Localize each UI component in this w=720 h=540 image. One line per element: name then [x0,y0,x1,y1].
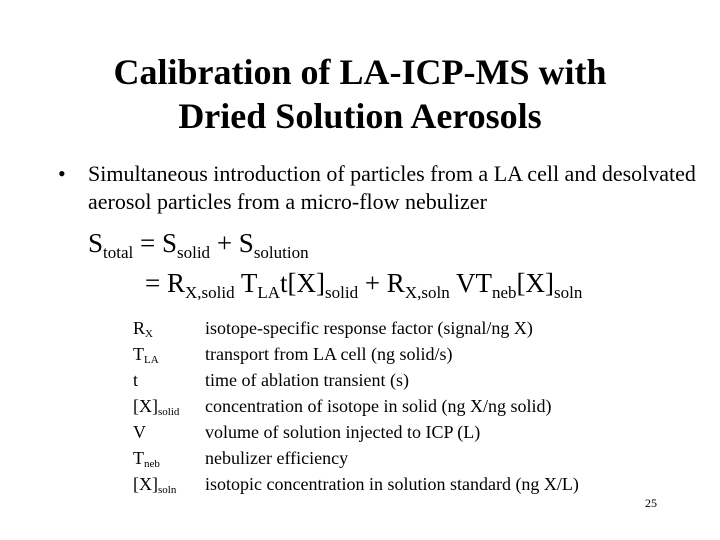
bullet-text: Simultaneous introduction of particles from a LA cell and desolvated aerosol particles from a micro-flow nebulizer [88,161,696,214]
definition-symbol [133,318,153,339]
definition-description: isotope-specific response factor (signal/ng X) [205,318,533,338]
equation-line-2-subscript: soln [554,283,583,302]
page-number: 25 [645,496,657,510]
equation-line-1-subscript: solution [253,243,309,262]
definition-description: isotopic concentration in solution standard (ng X/L) [205,474,579,494]
equation-line-2-subscript: X,solid [185,283,235,302]
definition-symbol-base: R [133,318,146,338]
definition-symbol [133,474,176,495]
definition-symbol-base: [X] [133,474,158,494]
definition-symbol-subscript: LA [144,354,159,366]
equation-line-2-term: + R [358,268,405,298]
definition-symbol [133,396,179,417]
equation-line-2-term: = R [145,268,185,298]
equation-line-2-subscript: LA [257,283,281,302]
equation-line-2-term: T [234,268,258,298]
definition-symbol-base: T [133,448,144,468]
equation-line-1-term: + S [210,228,254,258]
definition-symbol [133,422,146,443]
definition-symbol-subscript: neb [144,458,160,470]
equation-line-2-term: [X] [516,268,554,298]
equation-line-2-subscript: solid [325,283,359,302]
bullet-marker: • [58,161,66,186]
equation-line-2-term: VT [449,268,492,298]
definition-symbol [133,344,159,365]
definition-symbol-subscript: solid [158,406,180,418]
definition-symbol-base: [X] [133,396,158,416]
definition-symbol-base: V [133,422,146,442]
equation-line-1-term: = S [133,228,177,258]
equation-line-1 [88,228,309,262]
definition-description: nebulizer efficiency [205,448,349,468]
equation-line-2-subscript: X,soln [404,283,450,302]
definition-description: time of ablation transient (s) [205,370,409,390]
equation-line-2 [145,268,583,302]
slide-title-line-2: Dried Solution Aerosols [178,96,542,136]
definition-symbol-base: T [133,344,144,364]
definition-symbol-base: t [133,370,139,390]
slide-title-line-1: Calibration of LA-ICP-MS with [113,52,607,92]
equation-line-2-term: t[X] [280,268,326,298]
definition-symbol-subscript: X [145,328,153,340]
slide-title [0,50,720,138]
definition-description: volume of solution injected to ICP (L) [205,422,481,442]
equation-line-1-subscript: total [103,243,134,262]
definition-description: transport from LA cell (ng solid/s) [205,344,453,364]
definition-symbol [133,448,160,469]
definition-symbol [133,370,138,391]
equation-line-1-subscript: solid [177,243,211,262]
definition-description: concentration of isotope in solid (ng X/ng solid) [205,396,552,416]
definition-symbol-subscript: soln [158,484,177,496]
equation-line-2-subscript: neb [491,283,517,302]
equation-line-1-term: S [88,228,104,258]
